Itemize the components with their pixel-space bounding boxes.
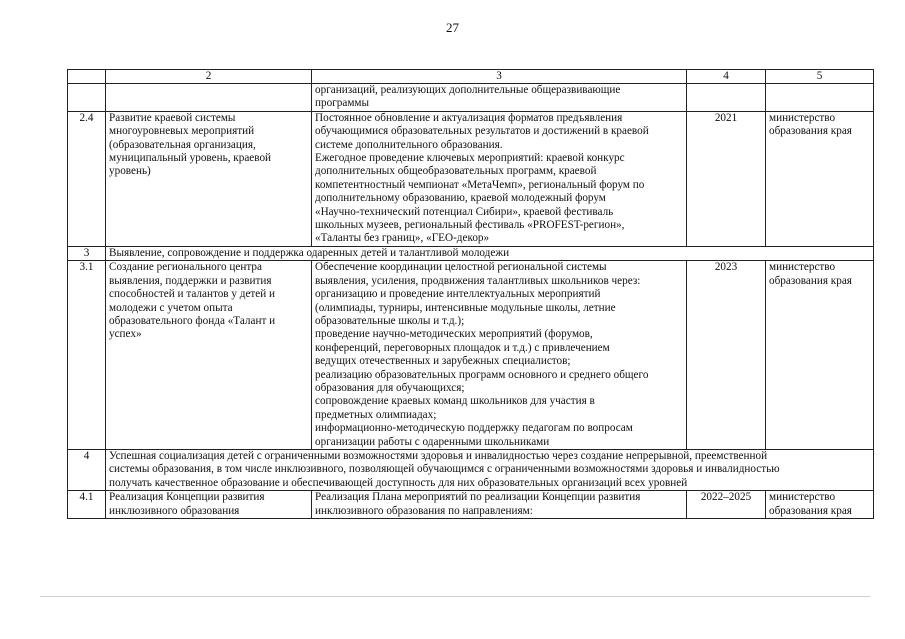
row-responsible: министерство образования края [766,111,874,246]
row-number: 2.4 [68,111,106,246]
header-col-4: 4 [687,70,766,84]
page-number: 27 [446,20,459,35]
row-name: Создание регионального центра выявления, поддержки и развития способностей и талантов у детей и молодежи с учетом опыта образовательного фонда «Талант и успех» [106,261,312,450]
row-name: Реализация Концепции развития инклюзивного образования [106,491,312,519]
scan-bleed-line [40,596,870,597]
row-responsible: министерство образования края [766,491,874,519]
section-row [68,246,874,260]
row-name [106,84,312,112]
row-description: Постоянное обновление и актуализация форматов предъявления обучающимися образовательных результатов и достижений в краевой системе дополнительного образования. Ежегодное проведение ключевых мероприятий: краевой конкурс дополнительных общеобразовательных программ, краевой компетентностный чемпионат «МетаЧемп», региональный форум по дополнительному образованию, краевой молодежный форум «Научно-технический потенциал Сибири», краевой фестиваль школьных музеев, региональный фестиваль «PROFEST-регион», «Таланты без границ», «ГЕО-декор» [312,111,687,246]
table-row [68,261,874,450]
row-year: 2022–2025 [687,491,766,519]
plan-table [67,69,874,519]
table-row [68,111,874,246]
table-header-row [68,70,874,84]
header-col-3: 3 [312,70,687,84]
row-number [68,84,106,112]
table-row [68,491,874,519]
header-col-5: 5 [766,70,874,84]
section-title: Выявление, сопровождение и поддержка одаренных детей и талантливой молодежи [106,246,874,260]
row-year [687,84,766,112]
row-year: 2023 [687,261,766,450]
header-col-1 [68,70,106,84]
section-number: 3 [68,246,106,260]
row-description: Реализация Плана мероприятий по реализации Концепции развития инклюзивного образования по направлениям: [312,491,687,519]
row-number: 3.1 [68,261,106,450]
row-name: Развитие краевой системы многоуровневых мероприятий (образовательная организация, муниципальный уровень, краевой уровень) [106,111,312,246]
row-responsible [766,84,874,112]
row-description: организаций, реализующих дополнительные общеразвивающие программы [312,84,687,112]
section-title: Успешная социализация детей с ограниченными возможностями здоровья и инвалидностью через создание непрерывной, преемственной системы образования, в том числе инклюзивного, позволяющей обучающимся с ограниченными возможностями здоровья и инвалидностью получать качественное образование и обеспечивающей доступность для них образовательных организаций всех уровней [106,449,874,490]
row-number: 4.1 [68,491,106,519]
section-row [68,449,874,490]
row-year: 2021 [687,111,766,246]
table-row [68,84,874,112]
row-responsible: министерство образования края [766,261,874,450]
header-col-2: 2 [106,70,312,84]
section-number: 4 [68,449,106,490]
row-description: Обеспечение координации целостной региональной системы выявления, усиления, продвижения талантливых школьников через: организацию и проведение интеллектуальных мероприятий (олимпиады, турниры, интенсивные модульные школы, летние образовательные школы и т.д.); проведение научно-методических мероприятий (форумов, конференций, переговорных площадок и т.д.) с привлечением ведущих отечественных и зарубежных специалистов; реализацию образовательных программ основного и среднего общего образования для обучающихся; сопровождение краевых команд школьников для участия в предметных олимпиадах; информационно-методическую поддержку педагогам по вопросам организации работы с одаренными школьниками [312,261,687,450]
